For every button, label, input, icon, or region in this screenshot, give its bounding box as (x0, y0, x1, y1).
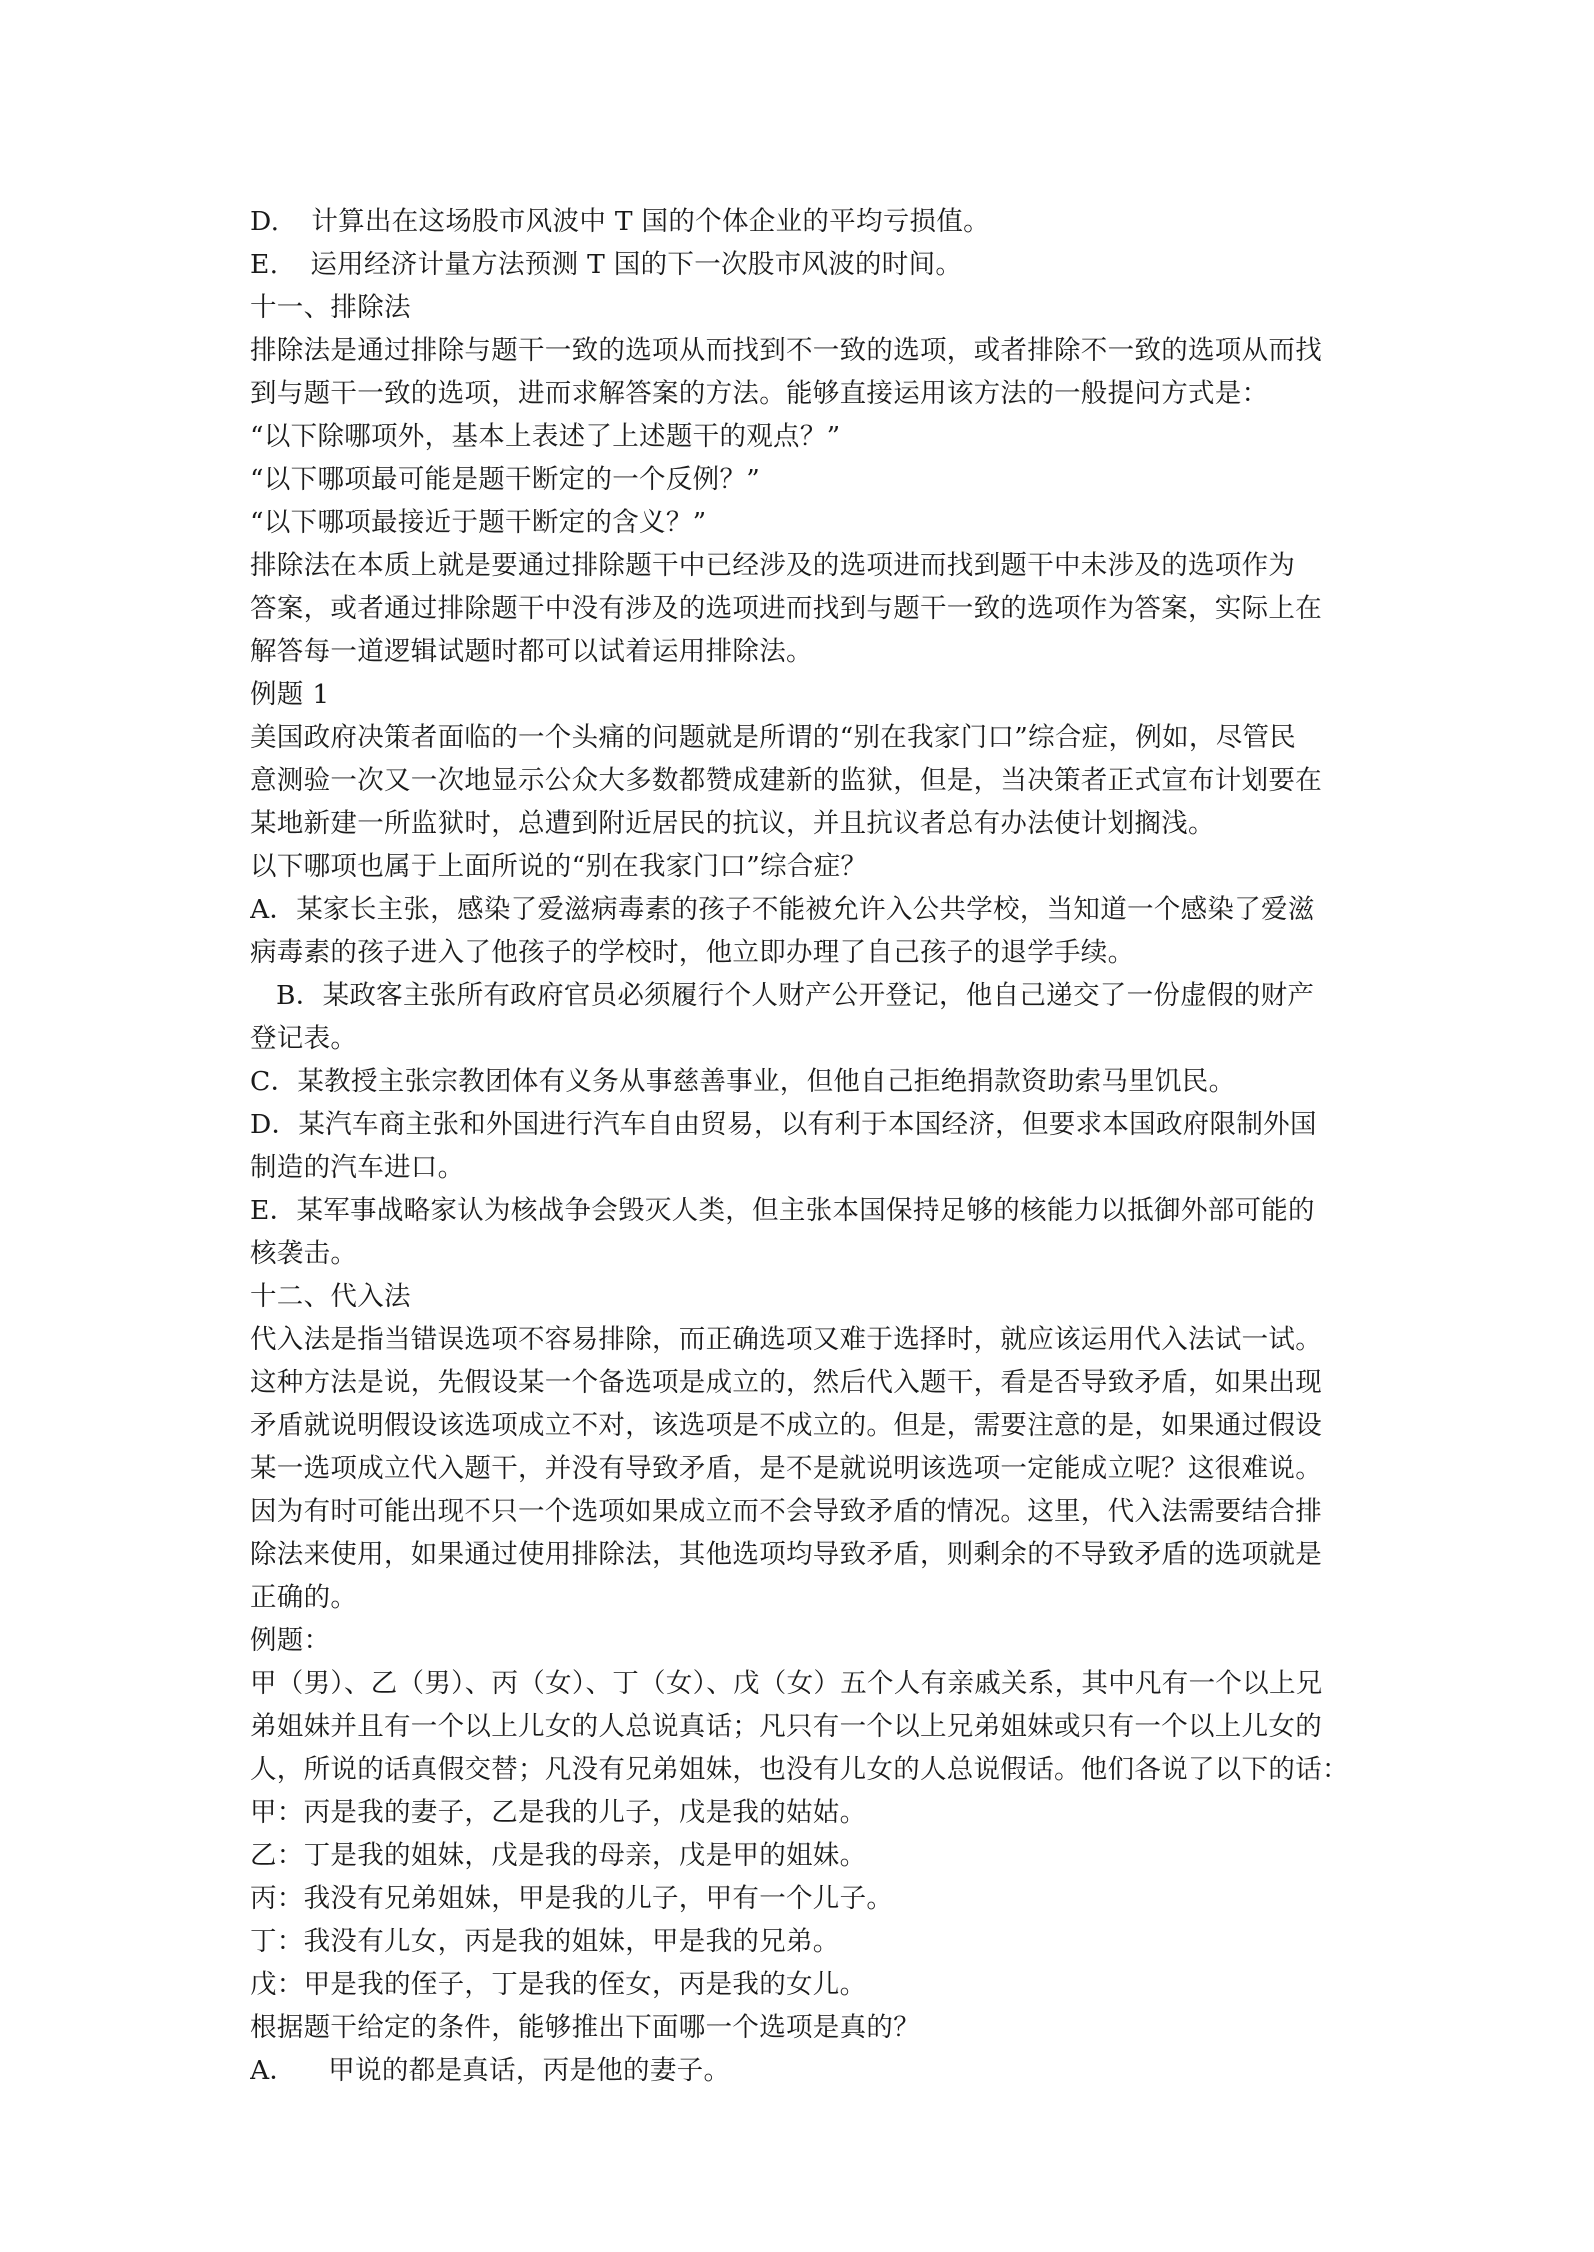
paragraph-line: 人，所说的话真假交替；凡没有兄弟姐妹，也没有儿女的人总说假话。他们各说了以下的话： (250, 1754, 1349, 1785)
option-line: 登记表。 (250, 1023, 358, 1054)
paragraph-line: 这种方法是说，先假设某一个备选项是成立的，然后代入题干，看是否导致矛盾，如果出现 (250, 1367, 1322, 1398)
option-line: E．某军事战略家认为核战争会毁灭人类，但主张本国保持足够的核能力以抵御外部可能的 (250, 1195, 1315, 1226)
question-line: 根据题干给定的条件，能够推出下面哪一个选项是真的？ (250, 2012, 920, 2043)
paragraph-line: 因为有时可能出现不只一个选项如果成立而不会导致矛盾的情况。这里，代入法需要结合排 (250, 1496, 1322, 1527)
option-label: D. (250, 206, 280, 237)
paragraph-line: 矛盾就说明假设该选项成立不对，该选项是不成立的。但是，需要注意的是，如果通过假设 (250, 1410, 1322, 1441)
paragraph-line: 甲（男）、乙（男）、丙（女）、丁（女）、戊（女）五个人有亲戚关系，其中凡有一个以上兄 (250, 1668, 1323, 1699)
option-line-e (250, 243, 1360, 286)
section-heading: 十一、排除法 (250, 292, 411, 323)
option-line: 制造的汽车进口。 (250, 1152, 465, 1183)
statement-line: 丁：我没有儿女，丙是我的姐妹，甲是我的兄弟。 (250, 1926, 840, 1957)
option-line: 核袭击。 (250, 1238, 358, 1269)
option-line-a (250, 2049, 1360, 2092)
option-line: D．某汽车商主张和外国进行汽车自由贸易，以有利于本国经济，但要求本国政府限制外国 (250, 1109, 1317, 1140)
section-heading: 十二、代入法 (250, 1281, 411, 1312)
statement-line: 丙：我没有兄弟姐妹，甲是我的儿子，甲有一个儿子。 (250, 1883, 894, 1914)
option-label: A． (250, 2055, 297, 2086)
paragraph-line: 排除法是通过排除与题干一致的选项从而找到不一致的选项，或者排除不一致的选项从而找 (250, 335, 1322, 366)
option-line: A．某家长主张，感染了爱滋病毒素的孩子不能被允许入公共学校，当知道一个感染了爱滋 (250, 894, 1315, 925)
paragraph-line: 除法来使用，如果通过使用排除法，其他选项均导致矛盾，则剩余的不导致矛盾的选项就是 (250, 1539, 1322, 1570)
option-line: C．某教授主张宗教团体有义务从事慈善事业，但他自己拒绝捐款资助索马里饥民。 (250, 1066, 1236, 1097)
paragraph-line: 答案，或者通过排除题干中没有涉及的选项进而找到与题干一致的选项作为答案，实际上在 (250, 593, 1322, 624)
paragraph-line: 排除法在本质上就是要通过排除题干中已经涉及的选项进而找到题干中未涉及的选项作为 (250, 550, 1296, 581)
paragraph-line: 正确的。 (250, 1582, 358, 1613)
option-line: B．某政客主张所有政府官员必须履行个人财产公开登记，他自己递交了一份虚假的财产 (276, 980, 1315, 1011)
option-line-d (250, 200, 1360, 243)
option-text: 甲说的都是真话，丙是他的妻子。 (328, 2055, 731, 2086)
question-form-line: “以下除哪项外，基本上表述了上述题干的观点？” (250, 421, 841, 452)
example-heading: 例题 1 (250, 679, 330, 710)
option-text: 运用经济计量方法预测 T 国的下一次股市风波的时间。 (310, 249, 963, 280)
statement-line: 戊：甲是我的侄子，丁是我的侄女，丙是我的女儿。 (250, 1969, 867, 2000)
paragraph-line: 意测验一次又一次地显示公众大多数都赞成建新的监狱，但是，当决策者正式宣布计划要在 (250, 765, 1322, 796)
option-label: E. (250, 249, 279, 280)
paragraph-line: 代入法是指当错误选项不容易排除，而正确选项又难于选择时，就应该运用代入法试一试。 (250, 1324, 1322, 1355)
paragraph-line: 某一选项成立代入题干，并没有导致矛盾，是不是就说明该选项一定能成立呢？这很难说。 (250, 1453, 1322, 1484)
statement-line: 甲：丙是我的妻子，乙是我的儿子，戊是我的姑姑。 (250, 1797, 867, 1828)
paragraph-line: 弟姐妹并且有一个以上儿女的人总说真话；凡只有一个以上兄弟姐妹或只有一个以上儿女的 (250, 1711, 1322, 1742)
paragraph-line: 某地新建一所监狱时，总遭到附近居民的抗议，并且抗议者总有办法使计划搁浅。 (250, 808, 1215, 839)
document-page (250, 200, 1360, 2092)
paragraph-line: 到与题干一致的选项，进而求解答案的方法。能够直接运用该方法的一般提问方式是： (250, 378, 1269, 409)
question-form-line: “以下哪项最可能是题干断定的一个反例？” (250, 464, 761, 495)
statement-line: 乙：丁是我的姐妹，戊是我的母亲，戊是甲的姐妹。 (250, 1840, 867, 1871)
option-line: 病毒素的孩子进入了他孩子的学校时，他立即办理了自己孩子的退学手续。 (250, 937, 1135, 968)
option-text: 计算出在这场股市风波中 T 国的个体企业的平均亏损值。 (311, 206, 990, 237)
paragraph-line: 美国政府决策者面临的一个头痛的问题就是所谓的“别在我家门口”综合症，例如，尽管民 (250, 722, 1297, 753)
paragraph-line: 解答每一道逻辑试题时都可以试着运用排除法。 (250, 636, 813, 667)
example-heading: 例题： (250, 1625, 331, 1656)
question-form-line: “以下哪项最接近于题干断定的含义？” (250, 507, 707, 538)
question-line: 以下哪项也属于上面所说的“别在我家门口”综合症？ (250, 851, 868, 882)
